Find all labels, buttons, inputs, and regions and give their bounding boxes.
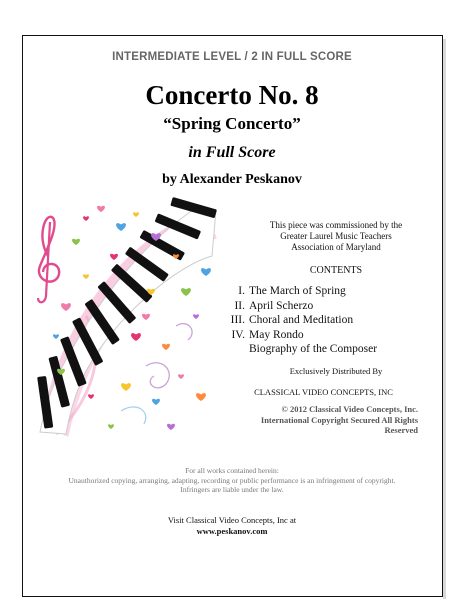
copyright-line: Reserved — [384, 425, 418, 435]
heart-shape — [110, 254, 118, 260]
heart-shape — [97, 206, 105, 212]
item-number: I. — [238, 285, 245, 297]
heart-shape — [83, 274, 89, 279]
contents-list — [219, 284, 409, 357]
heart-shape — [83, 216, 89, 221]
heart-shape — [181, 288, 191, 296]
heart-shape — [72, 239, 80, 245]
distribution-label: Exclusively Distributed By — [289, 366, 383, 376]
black-keys — [37, 197, 217, 429]
heart-shape — [152, 399, 160, 405]
list-item — [219, 313, 409, 328]
heart-shape — [61, 303, 71, 311]
heart-shape — [193, 314, 199, 319]
copyright-notice — [240, 404, 418, 436]
page-title: Concerto No. 8 — [145, 80, 319, 110]
list-item — [219, 342, 409, 357]
website-link[interactable]: www.peskanov.com — [196, 525, 268, 536]
distributor-name: CLASSICAL VIDEO CONCEPTS, INC — [254, 387, 393, 397]
copyright-line: International Copyright Secured All Rights — [260, 414, 418, 425]
item-title: May Rondo — [249, 328, 304, 341]
heart-shape — [201, 268, 211, 276]
heart-shape — [116, 223, 126, 231]
commission-line: This piece was commissioned by the — [269, 220, 403, 230]
item-title: Biography of the Composer — [249, 343, 378, 355]
format-label: in Full Score — [188, 144, 276, 161]
item-number: IV. — [231, 328, 245, 341]
item-number — [219, 342, 249, 357]
heart-shape — [121, 383, 131, 391]
footer-line: Infringers are liable under the law. — [180, 485, 284, 494]
heart-shape — [196, 393, 206, 401]
heart-shape — [178, 374, 184, 379]
heart-shape — [88, 394, 94, 399]
item-title: Choral and Meditation — [249, 314, 354, 326]
list-item — [219, 284, 409, 299]
commission-note — [256, 220, 416, 253]
footer-line: Unauthorized copying, arranging, adapting, recording or public performance is an infringement of copyright. — [68, 475, 396, 485]
heart-shape — [142, 314, 150, 320]
commission-line: Greater Laurel Music Teachers — [280, 231, 392, 241]
footer-line: For all works contained herein: — [185, 466, 279, 475]
heart-shape — [53, 334, 59, 339]
commission-line: Association of Maryland — [291, 242, 381, 252]
piano-keyboard-illustration — [26, 196, 222, 442]
heart-shape — [131, 333, 141, 341]
copyright-line: © 2012 Classical Video Concepts, Inc. — [281, 404, 418, 414]
item-number: II. — [234, 299, 245, 312]
heart-shape — [167, 424, 175, 430]
heart-shape — [133, 212, 139, 217]
item-title: The March of Spring — [249, 285, 346, 297]
item-number: III. — [230, 314, 245, 326]
author-line: by Alexander Peskanov — [162, 172, 302, 187]
contents-heading: CONTENTS — [309, 265, 363, 276]
item-title: April Scherzo — [249, 299, 314, 312]
legal-footer — [0, 466, 464, 495]
visit-text: Visit Classical Video Concepts, Inc at — [167, 515, 297, 525]
list-item — [219, 328, 409, 343]
heart-shape — [108, 424, 114, 429]
visit-notice — [0, 515, 464, 536]
level-label: INTERMEDIATE LEVEL / 2 IN FULL SCORE — [112, 51, 352, 63]
subtitle: “Spring Concerto” — [163, 114, 301, 133]
list-item — [219, 299, 409, 314]
heart-shape — [162, 344, 170, 350]
